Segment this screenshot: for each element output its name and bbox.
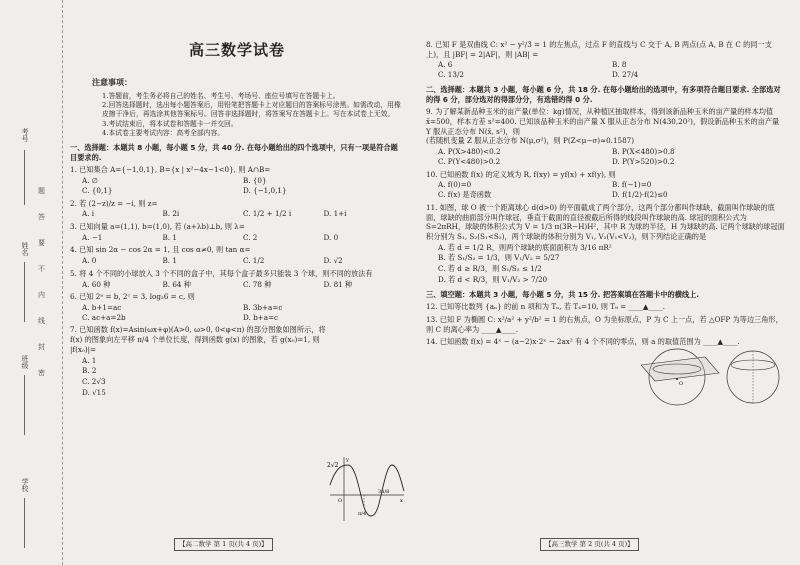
seal-word: 答 [38, 213, 45, 221]
school-label: 学校 [21, 478, 29, 492]
question-7 [70, 325, 330, 397]
option: A. b+1=ac [82, 302, 122, 312]
option: B. 8 [612, 60, 627, 70]
question-4 [70, 245, 404, 265]
option: B. P(X<480)>0.8 [612, 147, 675, 157]
option: D. b+a=c [243, 312, 279, 322]
page-footer: 【高三数学 第 2 页(共 4 页)】 [540, 538, 639, 551]
question-stem: 8. 已知 F 是双曲线 C: x² − y²/3 = 1 的左焦点，过点 F 的直线与 C 交于 A, B 两点(点 A, B 在 C 的同一支上)，且 |BF| = 2|AF|，则 |AB| = [426, 40, 772, 59]
center-label: O [679, 381, 684, 387]
option: D. P(Y>520)>0.2 [612, 156, 675, 166]
left-page [64, 0, 410, 565]
option: C. 13/2 [438, 70, 464, 80]
name-label: 姓名 [21, 242, 29, 256]
seal-word: 要 [38, 239, 45, 247]
option: C. 1/2 + 1/2 i [243, 209, 292, 219]
question-2 [70, 199, 404, 219]
sine-graph-figure [326, 455, 406, 523]
y-axis-label: y [346, 457, 349, 463]
section-heading: 三、填空题：本题共 3 小题，每小题 5 分，共 15 分. 把答案填在答题卡中的横线上. [426, 289, 699, 299]
option: A. 1 [82, 355, 97, 365]
question-stem: 4. 已知 sin 2α − cos 2α = 1, 且 cos α≠0, 则 tan α= [70, 245, 251, 255]
x-axis-label: x [400, 498, 403, 504]
exam-no-line [24, 150, 25, 205]
option: C. ac+a=2b [82, 312, 126, 322]
seal-word: 内 [38, 291, 45, 299]
question-stem: 1. 已知集合 A={−1,0,1}, B={x | x²−4x−1<0}, 则 A∩B= [70, 165, 271, 175]
option: C. 1/2 [243, 256, 265, 266]
option: A. 60 种 [82, 279, 111, 289]
tick-label: π/4 [358, 511, 367, 517]
option: A. 6 [438, 60, 453, 70]
option: A. 若 d = 1/2 R，则两个球缺的底面面积为 3/16 πR² [438, 242, 612, 252]
exam-no-label: 考号 [21, 128, 29, 142]
question-9 [426, 107, 786, 166]
question-stem: 2. 若 (2−z)/z = −i, 则 z= [70, 198, 158, 208]
option: B. f(−1)=0 [612, 180, 652, 190]
seal-word: 不 [38, 265, 45, 273]
notice-item: 1.答题前，考生务必将自己的姓名、考生号、考场号、座位号填写在答题卡上。 [102, 92, 340, 101]
right-page [420, 0, 792, 565]
section-heading: 二、选择题：本题共 3 小题，每小题 6 分，共 18 分. 在每小题给出的选项中，有多项符合题目要求. 全部选对的得 6 分，部分选对的得部分分，有选错的得 0 分. [426, 84, 781, 104]
option: B. 3b+a=c [243, 302, 283, 312]
seal-word: 题 [38, 187, 45, 195]
page-footer: 【高二数学 第 1 页(共 4 页)】 [174, 538, 273, 551]
option: D. √2 [323, 256, 343, 266]
option: A. P(X>480)<0.2 [438, 147, 501, 157]
question-stem: 5. 将 4 个不同的小球放入 3 个不同的盒子中，其每个盒子最多只能装 3 个球，则不同的放法有 [70, 268, 373, 278]
seal-word: 密 [38, 369, 45, 377]
center-point [676, 378, 678, 380]
option: A. 0 [82, 256, 97, 266]
name-line [24, 262, 25, 322]
option: B. 2 [82, 366, 97, 376]
option: A. f(0)=0 [438, 180, 472, 190]
question-stem: 7. 已知函数 f(x)=Asin(ωx+φ)(A>0, ω>0, 0<φ<π) 的部分图象如图所示，将 f(x) 的图象向左平移 π/4 个单位长度，得到函数 g(x) 的图象，若 g(x₀)=1, 则 |f(x₀)|= [70, 325, 326, 354]
tick-label: 3π/8 [378, 489, 390, 495]
option: B. 1 [162, 232, 177, 242]
notice-list [70, 92, 404, 138]
notice-item: 2.回答选择题时，选出每小题答案后，用铅笔把答题卡上对应题目的答案标号涂黑。如需改动，用橡皮擦干净后，再选涂其他答案标号。回答非选择题时，将答案写在答题卡上。写在本试卷上无效。 [102, 101, 401, 119]
option: B. 2i [162, 209, 180, 219]
sphere-cut-figure [635, 335, 785, 415]
notice-item: 4.本试卷主要考试内容：高考全部内容。 [102, 128, 225, 137]
option: C. 78 种 [243, 279, 272, 289]
question-1 [70, 165, 404, 195]
option: A. i [82, 209, 95, 219]
sphere-outline-2 [727, 351, 779, 403]
question-14: 14. 已知函数 f(x) = 4ˣ − (a−2)x·2ˣ − 2ax² 有 4 个不同的零点，则 a 的取值范围为 ____▲____. [426, 337, 740, 347]
sine-curve [330, 465, 404, 516]
question-5 [70, 269, 404, 289]
binding-margin [0, 0, 63, 565]
notice-item: 3.考试结束后，将本试卷和答题卡一并交回。 [102, 119, 238, 128]
school-line [24, 498, 25, 548]
option: B. 64 种 [162, 279, 191, 289]
y-max-label: 2√2 [327, 462, 339, 469]
option: C. P(Y<480)>0.2 [438, 156, 501, 166]
option: A. ∅ [82, 176, 99, 186]
question-12: 12. 已知等比数列 {aₙ} 的前 n 项和为 Tₙ, 若 T₄=10, 则 T₈ = ____▲____. [426, 302, 666, 312]
option: D. f(1/2)·f(2)≤0 [612, 190, 668, 200]
seal-word: 线 [38, 317, 45, 325]
option: D. √15 [82, 387, 106, 397]
question-13: 13. 已知 F 为椭圆 C: x²/a² + y²/b² = 1 的右焦点，O 为坐标原点，P 为 C 上一点，若 △OFP 为等边三角形，则 C 的离心率为 ____▲____. [426, 314, 783, 334]
option: A. −1 [82, 232, 103, 242]
question-stem: 6. 已知 2ᵃ = b, 2ᶜ = 3, log₂6 = c, 则 [70, 292, 195, 302]
section-heading: 一、选择题：本题共 8 小题，每小题 5 分，共 40 分. 在每小题给出的四个选项中，只有一项是符合题目要求的. [70, 142, 398, 162]
question-stem: 11. 如图，球 O 被一个距离球心 d(d>0) 的平面截成了两个部分，这两个部分都叫作球缺，截面叫作球缺的底面，球缺的曲面部分叫作球冠，垂直于截面的直径被截后所得的线段叫作球缺的高. 球冠的面积公式为 S=2πRH，球缺的体积公式为 V = 1/3 π(3R−H)H²，其中 R 为球的半径，H 为球缺的高. 记两个球缺的球冠面积分别为 S₁, S₂(S₁<S₂)，两个球缺的体积分别为 V₁, V₂(V₁<V₂)，则下列结论正确的是 [426, 202, 785, 241]
option: C. 2√3 [82, 377, 106, 386]
option: D. 0 [323, 232, 339, 242]
question-3 [70, 222, 404, 242]
option: D. 1+i [323, 209, 347, 219]
question-6 [70, 292, 404, 322]
option: B. {0} [243, 176, 267, 186]
class-label: 班级 [21, 355, 29, 369]
question-stem: 3. 已知向量 a=(1,1), b=(1,0), 若 (a+λb)⊥b, 则 λ= [70, 221, 245, 231]
option: B. 1 [162, 256, 177, 266]
option: D. {−1,0,1} [243, 185, 287, 195]
option: D. 若 d < R/3，则 V₁/V₂ > 7/20 [438, 274, 548, 284]
page-title: 高三数学试卷 [188, 41, 285, 59]
question-stem: 9. 为了解某新品种玉米的亩产量(单位：kg)情况，从种植区抽取样本，得到该新品种玉米的亩产量的样本均值 x̄=500，样本方差 s²=400. 已知该品种玉米的亩产量 X 服从正态分布 N(430,20²)，假设新品种玉米的亩产量 Y 服从正态分布 N(x̄, s²)，则 [426, 107, 780, 136]
class-line [24, 375, 25, 435]
option: D. 81 种 [323, 279, 353, 289]
origin-label: O [338, 498, 343, 504]
question-note: (若随机变量 Z 服从正态分布 N(μ,σ²)，则 P(Z<μ−σ)≈0.1587) [426, 136, 635, 146]
question-11 [426, 203, 786, 285]
question-8 [426, 40, 786, 80]
notice-heading: 注意事项： [92, 78, 132, 88]
option: C. {0,1} [82, 185, 113, 195]
option: D. 27/4 [612, 70, 639, 80]
question-stem: 10. 已知函数 f(x) 的定义域为 R, f(xy) = yf(x) + xf(y), 则 [426, 169, 616, 179]
option: B. 若 S₁/S₂ = 1/3，则 V₁/V₂ = 5/27 [438, 253, 560, 263]
option: C. f(x) 是奇函数 [438, 190, 492, 200]
seal-word: 封 [38, 343, 45, 351]
option: C. 2 [243, 232, 258, 242]
question-10 [426, 170, 786, 200]
option: C. 若 d ≥ R/3，则 S₁/S₂ ≤ 1/2 [438, 264, 542, 274]
